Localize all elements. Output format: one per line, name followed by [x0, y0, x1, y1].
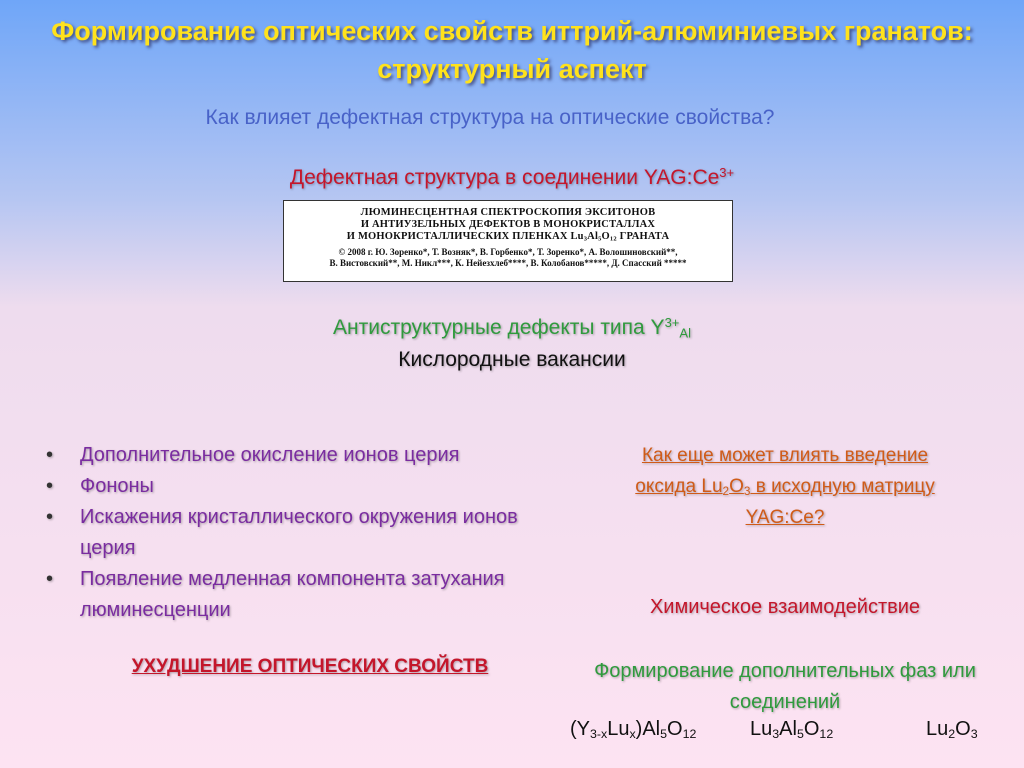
- formula-lu2o3: [926, 718, 978, 741]
- paper-authors-line2: В. Вистовский**, М. Никл***, К. Нейезхлеб****, В. Колобанов*****, Д. Спасский *****: [329, 258, 687, 268]
- paper-sub: 12: [609, 235, 617, 243]
- paper-title: [284, 207, 732, 243]
- list-item: [46, 564, 546, 626]
- formula-sub: 3: [970, 727, 978, 742]
- antistructural-site: Al: [679, 325, 691, 341]
- question-sub: 2: [722, 484, 730, 498]
- paper-sub: 5: [598, 235, 602, 243]
- formula-sub: 12: [819, 727, 834, 742]
- formula-part: Lu: [926, 718, 949, 740]
- oxygen-vacancies: Кислородные вакансии: [398, 348, 626, 371]
- antistructural-defects: [40, 316, 984, 340]
- effects-list: [46, 440, 546, 626]
- list-item-text: Фононы: [80, 475, 154, 497]
- lu2o3-question: [590, 440, 980, 533]
- bullet-icon: •: [46, 568, 54, 590]
- formula-part: O: [803, 718, 820, 740]
- defect-heading-text: Дефектная структура в соединении YAG:Ce: [289, 166, 720, 189]
- paper-excerpt-image: [283, 200, 733, 282]
- paper-title-o: O: [601, 231, 610, 242]
- formula-yluag: [570, 718, 696, 741]
- paper-title-line3-text: И МОНОКРИСТАЛЛИЧЕСКИХ ПЛЕНКАХ Lu: [346, 231, 584, 242]
- defect-heading-charge: 3+: [719, 164, 735, 180]
- formula-sub: 3: [772, 727, 780, 742]
- list-item-text: Искажения кристаллического окружения ионов церия: [80, 506, 518, 559]
- question-sub: 3: [743, 484, 751, 498]
- antistructural-charge: 3+: [664, 314, 680, 330]
- list-item: [46, 440, 546, 471]
- bullet-icon: •: [46, 506, 54, 528]
- defect-structure-heading: [40, 166, 984, 190]
- paper-sub: 3: [583, 235, 588, 243]
- question-line2-rest: в исходную матрицу: [750, 476, 935, 497]
- formula-sub: x: [629, 727, 636, 742]
- list-item-text: Появление медленная компонента затухания люминесценции: [80, 568, 505, 621]
- bullet-icon: •: [46, 444, 54, 466]
- question-line1: Как еще может влиять введение: [641, 445, 929, 466]
- formula-part: Lu: [607, 718, 630, 740]
- formula-sub: 5: [660, 727, 668, 742]
- antistructural-text: Антиструктурные дефекты типа Y: [333, 316, 665, 339]
- formula-part: )Al: [635, 718, 661, 740]
- degradation-conclusion: УХУДШЕНИЕ ОПТИЧЕСКИХ СВОЙСТВ: [131, 656, 489, 677]
- paper-title-line1: ЛЮМИНЕСЦЕНТНАЯ СПЕКТРОСКОПИЯ ЭКСИТОНОВ: [360, 207, 656, 218]
- bullet-icon: •: [46, 475, 54, 497]
- slide-title: Формирование оптических свойств иттрий-алюминиевых гранатов: структурный аспект: [51, 16, 973, 84]
- formula-part: O: [955, 718, 971, 740]
- formula-sub: 2: [948, 727, 956, 742]
- slide-subtitle: Как влияет дефектная структура на оптические свойства?: [205, 106, 775, 129]
- question-line2-text: оксида Lu: [635, 476, 723, 497]
- question-o: O: [729, 476, 744, 497]
- formula-part: O: [667, 718, 683, 740]
- list-item: [46, 502, 546, 564]
- formula-sub: 12: [682, 727, 697, 742]
- paper-title-line3: [284, 231, 732, 243]
- question-line3: YAG:Ce?: [745, 507, 825, 528]
- question-line2: [590, 471, 980, 502]
- list-item-text: Дополнительное окисление ионов церия: [80, 444, 460, 466]
- formula-sub: 5: [796, 727, 804, 742]
- additional-phases: Формирование дополнительных фаз или соединений: [594, 660, 976, 713]
- paper-authors-line1: © 2008 г. Ю. Зоренко*, Т. Возняк*, В. Горбенко*, Т. Зоренко*, А. Волошиновский**,: [338, 247, 678, 257]
- chemical-interaction: Химическое взаимодействие: [649, 596, 921, 618]
- paper-title-line2: И АНТИУЗЕЛЬНЫХ ДЕФЕКТОВ В МОНОКРИСТАЛЛАХ: [360, 219, 656, 230]
- formula-luag: [750, 718, 833, 741]
- paper-title-al: Al: [587, 231, 599, 242]
- formula-part: Lu: [750, 718, 773, 740]
- paper-authors: [284, 247, 732, 269]
- list-item: [46, 471, 546, 502]
- formula-part: Al: [779, 718, 797, 740]
- formula-part: (Y: [570, 718, 590, 740]
- paper-title-garnet: ГРАНАТА: [616, 231, 670, 242]
- formula-sub: 3-x: [590, 727, 608, 742]
